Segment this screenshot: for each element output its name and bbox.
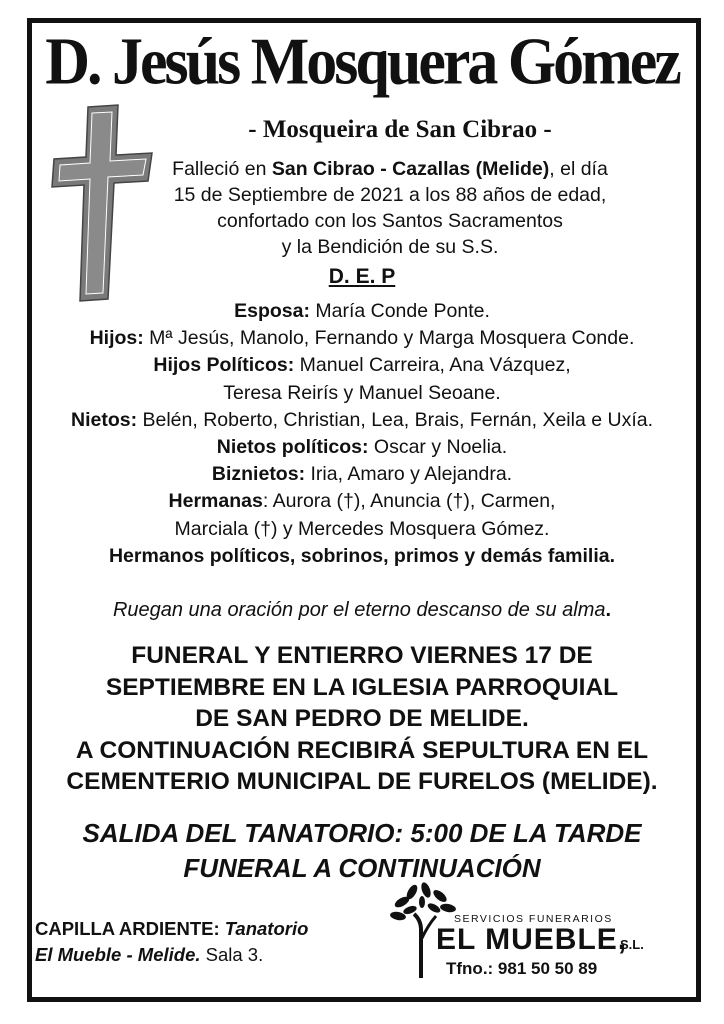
funeral-line: DE SAN PEDRO DE MELIDE. xyxy=(195,705,529,732)
chapel-place: Tanatorio xyxy=(219,918,309,939)
death-place: San Cibrao - Cazallas (Melide) xyxy=(271,158,550,180)
departure-time: SALIDA DEL TANATORIO: 5:00 DE LA TARDE xyxy=(82,818,642,848)
rip-heading: D. E. P xyxy=(328,265,396,288)
logo-phone: Tfno.: 981 50 50 89 xyxy=(446,959,598,978)
burial-line: CEMENTERIO MUNICIPAL DE FURELOS (MELIDE). xyxy=(66,768,658,795)
funeral-details xyxy=(36,640,688,798)
chapel-place-cont: El Mueble - Melide. xyxy=(35,944,201,965)
deceased-name: D. Jesús Mosquera Gómez xyxy=(45,25,679,99)
funeral-after: FUNERAL A CONTINUACIÓN xyxy=(183,853,541,883)
funeral-home-logo xyxy=(388,880,688,980)
home-village: - Mosqueira de San Cibrao - xyxy=(248,116,552,143)
family-children-in-law-cont: Teresa Reirís y Manuel Seoane. xyxy=(223,381,501,404)
family-spouse: Esposa: María Conde Ponte. xyxy=(234,300,490,322)
family-sisters-cont: Marciala (†) y Mercedes Mosquera Gómez. xyxy=(174,517,550,540)
logo-company-name: EL MUEBLE, xyxy=(436,923,628,956)
sacraments-line: confortado con los Santos Sacramentos xyxy=(217,210,563,232)
family-grandchildren: Nietos: Belén, Roberto, Christian, Lea, Brais, Fernán, Xeila e Uxía. xyxy=(70,408,653,431)
blessing-line: y la Bendición de su S.S. xyxy=(281,236,499,258)
burial-line: A CONTINUACIÓN RECIBIRÁ SEPULTURA EN EL xyxy=(75,736,649,764)
logo-services-text: SERVICIOS FUNERARIOS xyxy=(454,913,613,925)
logo-company-suffix: S.L. xyxy=(620,937,644,952)
chapel-label: CAPILLA ARDIENTE: xyxy=(35,918,220,939)
death-notice xyxy=(160,156,620,260)
family-sisters: Hermanas: Aurora (†), Anuncia (†), Carmen, xyxy=(168,490,556,513)
family-list xyxy=(36,298,688,570)
family-children-in-law: Hijos Políticos: Manuel Carreira, Ana Vázquez, xyxy=(153,354,571,377)
chapel-room: Sala 3. xyxy=(200,944,264,965)
death-date: 15 de Septiembre de 2021 a los 88 años de edad, xyxy=(173,184,607,206)
funeral-line: FUNERAL Y ENTIERRO VIERNES 17 DE xyxy=(131,642,593,669)
departure-info xyxy=(36,816,688,886)
prayer-request: Ruegan una oración por el eterno descanso de su alma. xyxy=(112,599,612,621)
family-children: Hijos: Mª Jesús, Manolo, Fernando y Marga Mosquera Conde. xyxy=(89,327,635,350)
family-others: Hermanos políticos, sobrinos, primos y demás familia. xyxy=(108,544,616,567)
funeral-line: SEPTIEMBRE EN LA IGLESIA PARROQUIAL xyxy=(105,673,619,701)
family-grandchildren-in-law: Nietos políticos: Oscar y Noelia. xyxy=(216,436,508,459)
death-place-suffix: , el día xyxy=(549,158,608,180)
chapel-info xyxy=(35,916,308,968)
death-place-prefix: Falleció en xyxy=(172,158,272,180)
family-great-grandchildren: Biznietos: Iria, Amaro y Alejandra. xyxy=(211,463,513,486)
